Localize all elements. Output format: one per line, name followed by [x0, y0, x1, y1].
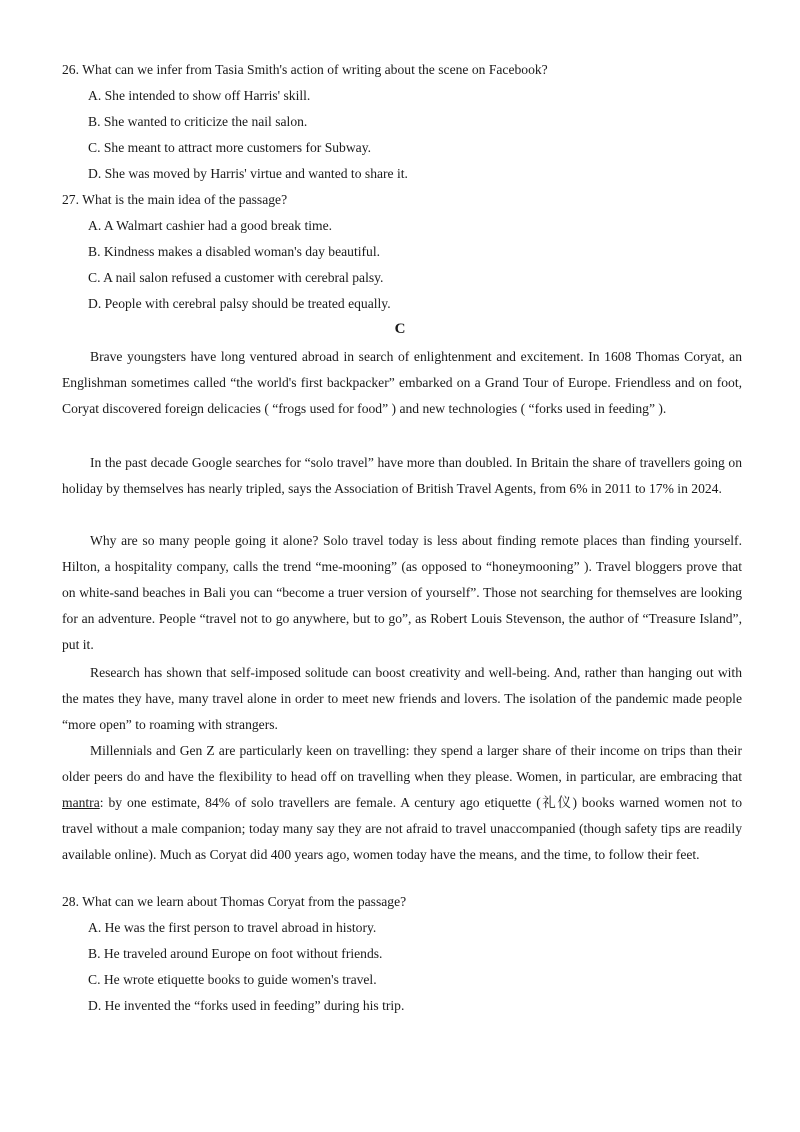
question-26-option-c: C. She meant to attract more customers for Subway.: [88, 140, 372, 155]
question-27-option-b: B. Kindness makes a disabled woman's day beautiful.: [88, 244, 381, 259]
question-26-stem: 26. What can we infer from Tasia Smith's action of writing about the scene on Facebook?: [62, 62, 548, 77]
question-28-option-d: D. He invented the “forks used in feeding” during his trip.: [88, 998, 405, 1013]
question-27-stem: 27. What is the main idea of the passage?: [62, 192, 288, 207]
question-26-option-d: D. She was moved by Harris' virtue and wanted to share it.: [88, 166, 408, 181]
question-28-option-c: C. He wrote etiquette books to guide women's travel.: [88, 972, 377, 987]
passage-paragraph-3: Why are so many people going it alone? Solo travel today is less about finding remote places than finding yourself. Hilton, a hospitality company, calls the trend “me-mooning” (as opposed to “honeymooning” ). Travel bloggers prove that on white-sand beaches in Bali you can “become a truer version of yourself”. Those not searching for themselves are looking for an adventure. People “travel not to go anywhere, but to go”, as Robert Louis Stevenson, the author of “Treasure Island”, put it.: [62, 533, 742, 653]
question-27-option-a: A. A Walmart cashier had a good break time.: [88, 218, 333, 233]
underlined-word-mantra: mantra: [62, 795, 100, 811]
passage-paragraph-5: [62, 738, 742, 868]
passage-paragraph-4: Research has shown that self-imposed solitude can boost creativity and well-being. And, rather than hanging out with the mates they have, many travel alone in order to meet new friends and lovers. The isolation of the pandemic made people “more open” to roaming with strangers.: [62, 665, 742, 733]
question-28-option-b: B. He traveled around Europe on foot without friends.: [88, 946, 383, 961]
question-27-option-c: C. A nail salon refused a customer with cerebral palsy.: [88, 270, 384, 285]
paragraph-5-text-after: : by one estimate, 84% of solo travellers are female. A century ago etiquette (礼仪) books warned women not to travel without a male companion; today many say they are not afraid to travel unaccompanied (though safety tips are readily available online). Much as Coryat did 400 years ago, women today have the means, and the time, to follow their feet.: [62, 795, 742, 863]
paragraph-5-text-before: Millennials and Gen Z are particularly keen on travelling: they spend a larger share of their income on trips than their older peers do and have the flexibility to head off on travelling when they please. Women, in particular, are embracing that: [62, 743, 742, 785]
question-28-option-a: A. He was the first person to travel abroad in history.: [88, 920, 377, 935]
question-27-option-d: D. People with cerebral palsy should be treated equally.: [88, 296, 391, 311]
question-26-option-b: B. She wanted to criticize the nail salon.: [88, 114, 308, 129]
passage-paragraph-2: In the past decade Google searches for “solo travel” have more than doubled. In Britain the share of travellers going on holiday by themselves has nearly tripled, says the Association of British Travel Agents, from 6% in 2011 to 17% in 2024.: [62, 455, 742, 497]
section-c-heading: C: [394, 321, 406, 337]
passage-paragraph-1: Brave youngsters have long ventured abroad in search of enlightenment and excitement. In 1608 Thomas Coryat, an Englishman sometimes called “the world's first backpacker” embarked on a Grand Tour of Europe. Friendless and on foot, Coryat discovered foreign delicacies ( “frogs used for food” ) and new technologies ( “forks used in feeding” ).: [62, 349, 742, 417]
question-28-stem: 28. What can we learn about Thomas Coryat from the passage?: [62, 894, 407, 909]
question-26-option-a: A. She intended to show off Harris' skill.: [88, 88, 311, 103]
